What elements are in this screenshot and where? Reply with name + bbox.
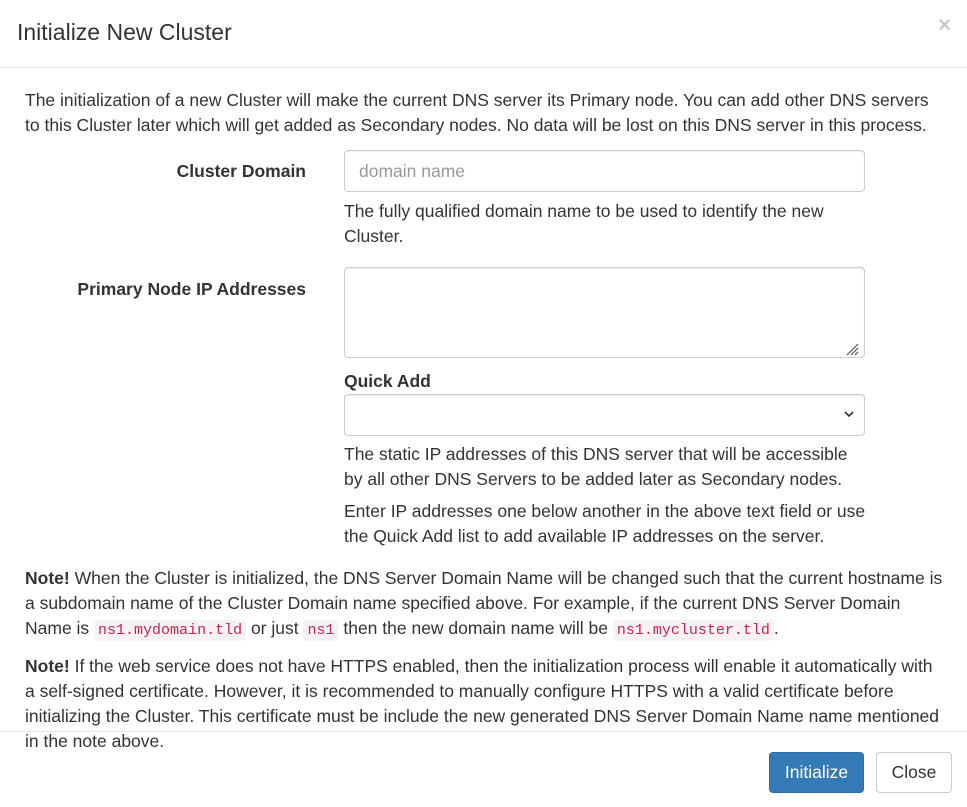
cluster-domain-input[interactable]: [344, 150, 865, 192]
note-prefix: Note!: [25, 568, 70, 588]
note-text-1: When the Cluster is initialized, the DNS Server Domain Name will be changed such that the current hostname is a subdomain name of the Cluster Domain name specified above. For example, if the current DNS Server Domain Name is: [25, 568, 943, 638]
note-text-3: then the new domain name will be: [338, 618, 613, 638]
close-icon[interactable]: ×: [938, 12, 951, 37]
example-short-hostname-code: ns1: [303, 620, 338, 641]
primary-ip-label: Primary Node IP Addresses: [77, 279, 306, 299]
chevron-down-icon: [842, 407, 856, 421]
quick-add-label: Quick Add: [344, 371, 431, 391]
dialog-footer: [0, 731, 967, 807]
example-new-hostname-code: ns1.mycluster.tld: [613, 620, 774, 641]
primary-ip-help-2: Enter IP addresses one below another in the above text field or use the Quick Add list to add available IP addresses on the server.: [344, 501, 866, 546]
note-text-4: .: [773, 618, 779, 638]
quick-add-select[interactable]: [344, 394, 865, 436]
dialog-title: Initialize New Cluster: [17, 19, 232, 45]
note-text-2: or just: [246, 618, 304, 638]
primary-ip-help-1: The static IP addresses of this DNS server that will be accessible by all other DNS Servers to be added later as Secondary nodes.: [344, 444, 848, 489]
initialize-button[interactable]: Initialize: [769, 752, 864, 793]
https-note-text: If the web service does not have HTTPS enabled, then the initialization process will enable it automatically with a self-signed certificate. However, it is recommended to manually configure HTTPS with a valid certificate before initializing the Cluster. This certificate must be include the new generated DNS Server Domain Name name mentioned in the note above.: [25, 656, 940, 751]
dialog-body: [0, 69, 967, 751]
dialog-header: [0, 0, 967, 68]
resize-grip-icon[interactable]: [845, 342, 859, 356]
hostname-note: [25, 566, 945, 643]
intro-text: The initialization of a new Cluster will make the current DNS server its Primary node. You can add other DNS servers to this Cluster later which will get added as Secondary nodes. No data will be lost on this DNS server in this process.: [25, 90, 929, 135]
cluster-domain-help: The fully qualified domain name to be used to identify the new Cluster.: [344, 201, 824, 246]
example-hostname-code: ns1.mydomain.tld: [94, 620, 246, 641]
primary-ip-textarea[interactable]: [344, 267, 865, 358]
close-button[interactable]: Close: [876, 752, 952, 793]
cluster-domain-label: Cluster Domain: [176, 161, 306, 181]
note-prefix: Note!: [25, 656, 70, 676]
